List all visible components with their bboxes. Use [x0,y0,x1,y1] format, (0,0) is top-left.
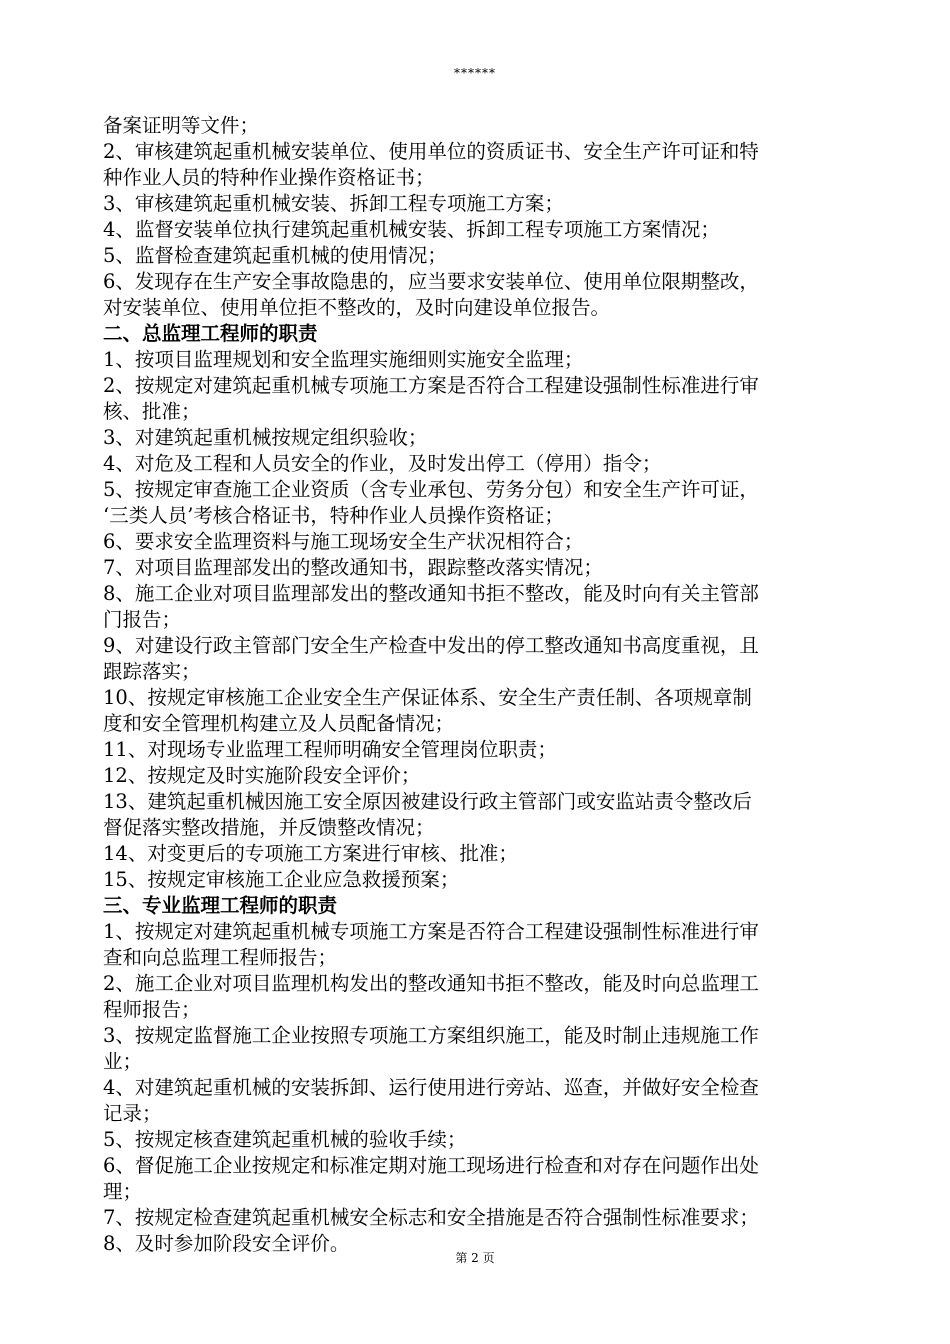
text-line: 9、对建设行政主管部门安全生产检查中发出的停工整改通知书高度重视，且 [103,634,759,657]
paragraph [103,919,855,971]
paragraph [103,191,855,217]
text-line: 3、对建筑起重机械按规定组织验收； [103,426,428,449]
paragraph [103,451,855,477]
text-line: 3、审核建筑起重机械安装、拆卸工程专项施工方案； [103,192,564,215]
text-line: 6、督促施工企业按规定和标准定期对施工现场进行检查和对存在问题作出处 [103,1154,759,1177]
paragraph [103,1205,855,1231]
text-line: 2、按规定对建筑起重机械专项施工方案是否符合工程建设强制性标准进行审 [103,374,759,397]
paragraph [103,737,855,763]
heading-line: 三、专业监理工程师的职责 [103,894,338,917]
page-number: 第 2 页 [455,1251,495,1265]
text-line: 理； [103,1180,143,1203]
paragraph [103,217,855,243]
paragraph [103,113,855,139]
text-line: 对安装单位、使用单位拒不整改的，及时向建设单位报告。 [103,296,611,319]
heading-line: 二、总监理工程师的职责 [103,322,318,345]
paragraph [103,347,855,373]
paragraph [103,867,855,893]
paragraph [103,425,855,451]
paragraph [103,529,855,555]
text-line: 3、按规定监督施工企业按照专项施工方案组织施工，能及时制止违规施工作 [103,1024,759,1047]
text-line: 4、对危及工程和人员安全的作业，及时发出停工（停用）指令； [103,452,662,475]
paragraph [103,633,855,685]
text-line: 4、监督安装单位执行建筑起重机械安装、拆卸工程专项施工方案情况； [103,218,720,241]
section-heading [103,321,855,347]
paragraph [103,763,855,789]
text-line: 8、及时参加阶段安全评价。 [103,1232,350,1255]
text-line: 1、按规定对建筑起重机械专项施工方案是否符合工程建设强制性标准进行审 [103,920,759,943]
text-line: 记录； [103,1102,162,1125]
paragraph [103,841,855,867]
text-line: 6、发现存在生产安全事故隐患的，应当要求安装单位、使用单位限期整改， [103,270,759,293]
paragraph [103,373,855,425]
paragraph [103,789,855,841]
paragraph [103,139,855,191]
text-line: 14、对变更后的专项施工方案进行审核、批准； [103,842,518,865]
paragraph [103,581,855,633]
text-line: 2、施工企业对项目监理机构发出的整改通知书拒不整改，能及时向总监理工 [103,972,759,995]
text-line: 10、按规定审核施工企业安全生产保证体系、安全生产责任制、各项规章制 [103,686,752,709]
text-line: 查和向总监理工程师报告； [103,946,338,969]
paragraph [103,477,855,529]
text-line: ‘三类人员’考核合格证书，特种作业人员操作资格证； [103,504,564,527]
text-line: 1、按项目监理规划和安全监理实施细则实施安全监理； [103,348,584,371]
text-line: 跟踪落实； [103,660,201,683]
text-line: 8、施工企业对项目监理部发出的整改通知书拒不整改，能及时向有关主管部 [103,582,759,605]
paragraph [103,1023,855,1075]
text-line: 11、对现场专业监理工程师明确安全管理岗位职责； [103,738,557,761]
paragraph [103,685,855,737]
text-line: 核、批准； [103,400,201,423]
text-line: 业； [103,1050,143,1073]
text-line: 7、对项目监理部发出的整改通知书，跟踪整改落实情况； [103,556,603,579]
text-line: 门报告； [103,608,182,631]
section-heading [103,893,855,919]
text-line: 5、按规定审查施工企业资质（含专业承包、劳务分包）和安全生产许可证， [103,478,759,501]
text-line: 13、建筑起重机械因施工安全原因被建设行政主管部门或安监站责令整改后 [103,790,752,813]
text-line: 12、按规定及时实施阶段安全评价； [103,764,421,787]
header-mark: ****** [454,66,496,80]
document-body [103,113,855,1257]
text-line: 7、按规定检查建筑起重机械安全标志和安全措施是否符合强制性标准要求； [103,1206,759,1229]
text-line: 5、监督检查建筑起重机械的使用情况； [103,244,447,267]
paragraph [103,269,855,321]
text-line: 程师报告； [103,998,201,1021]
paragraph [103,555,855,581]
text-line: 督促落实整改措施，并反馈整改情况； [103,816,435,839]
text-line: 6、要求安全监理资料与施工现场安全生产状况相符合； [103,530,584,553]
paragraph [103,1127,855,1153]
paragraph [103,971,855,1023]
text-line: 备案证明等文件； [103,114,260,137]
paragraph [103,1153,855,1205]
text-line: 度和安全管理机构建立及人员配备情况； [103,712,455,735]
paragraph [103,243,855,269]
text-line: 种作业人员的特种作业操作资格证书； [103,166,435,189]
text-line: 15、按规定审核施工企业应急救援预案； [103,868,460,891]
text-line: 2、审核建筑起重机械安装单位、使用单位的资质证书、安全生产许可证和特 [103,140,759,163]
paragraph [103,1075,855,1127]
text-line: 5、按规定核查建筑起重机械的验收手续； [103,1128,467,1151]
text-line: 4、对建筑起重机械的安装拆卸、运行使用进行旁站、巡查，并做好安全检查 [103,1076,759,1099]
